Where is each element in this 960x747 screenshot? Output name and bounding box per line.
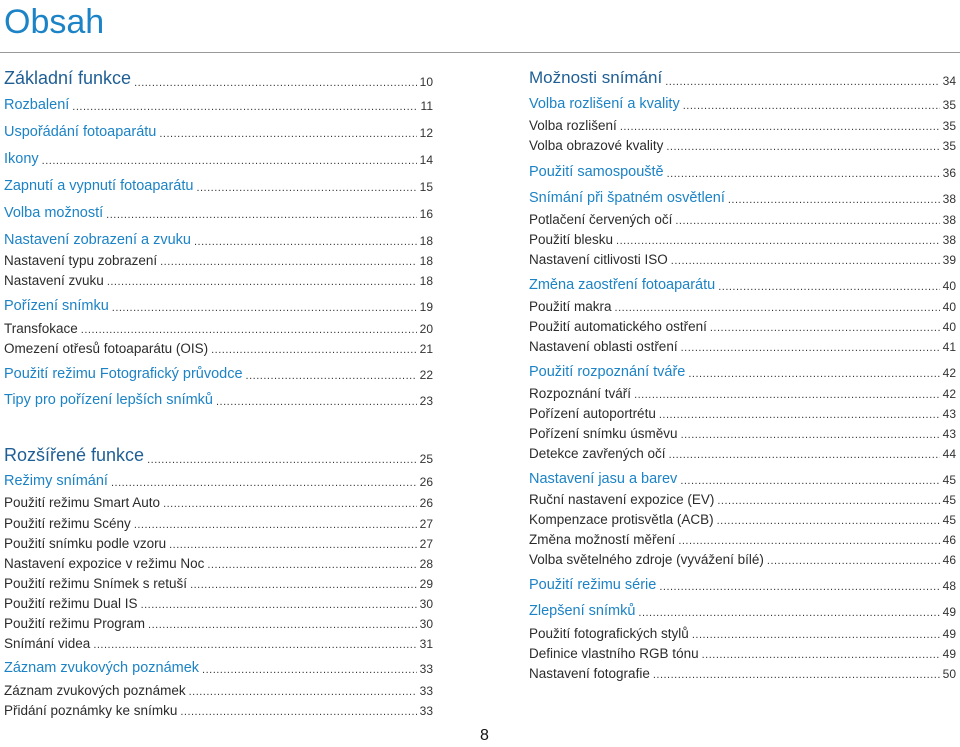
toc-entry[interactable] bbox=[4, 232, 433, 248]
toc-entry[interactable] bbox=[529, 164, 956, 180]
toc-entry[interactable] bbox=[4, 702, 433, 718]
toc-entry-label: Nastavení zobrazení a zvuku bbox=[4, 232, 191, 248]
toc-entry[interactable] bbox=[529, 298, 956, 314]
dot-leader bbox=[211, 340, 417, 356]
dot-leader bbox=[196, 178, 416, 194]
dot-leader bbox=[665, 72, 939, 88]
toc-entry-page-number: 40 bbox=[942, 300, 956, 314]
toc-entry-page-number: 49 bbox=[942, 605, 956, 619]
dot-leader bbox=[42, 151, 417, 167]
toc-entry-page-number: 14 bbox=[419, 153, 433, 167]
toc-entry[interactable] bbox=[529, 385, 956, 401]
dot-leader bbox=[163, 494, 417, 510]
toc-entry-label: Pořízení snímku bbox=[4, 298, 109, 314]
toc-entry[interactable] bbox=[529, 364, 956, 380]
toc-entry-label: Kompenzace protisvětla (ACB) bbox=[529, 512, 714, 527]
toc-entry[interactable] bbox=[4, 473, 433, 489]
toc-entry-label: Použití automatického ostření bbox=[529, 319, 707, 334]
toc-entry-label: Pořízení autoportrétu bbox=[529, 406, 656, 421]
dot-leader bbox=[710, 318, 940, 334]
toc-entry-label: Použití režimu Snímek s retuší bbox=[4, 576, 188, 591]
dot-leader bbox=[141, 595, 417, 611]
dot-leader bbox=[634, 385, 940, 401]
toc-entry-page-number: 40 bbox=[942, 320, 956, 334]
toc-entry-page-number: 18 bbox=[419, 274, 433, 288]
toc-entry-page-number: 45 bbox=[942, 473, 956, 487]
dot-leader bbox=[112, 298, 417, 314]
toc-entry-page-number: 26 bbox=[419, 496, 433, 510]
dot-leader bbox=[111, 473, 417, 489]
dot-leader bbox=[653, 665, 940, 681]
toc-entry-page-number: 45 bbox=[942, 513, 956, 527]
toc-entry[interactable] bbox=[4, 660, 433, 676]
toc-entry[interactable] bbox=[529, 405, 956, 421]
dot-leader bbox=[134, 73, 417, 89]
toc-entry-label: Použití fotografických stylů bbox=[529, 626, 689, 641]
toc-entry-page-number: 19 bbox=[419, 300, 433, 314]
toc-entry[interactable] bbox=[4, 392, 433, 408]
toc-entry-page-number: 43 bbox=[942, 427, 956, 441]
dot-leader bbox=[148, 615, 417, 631]
toc-entry[interactable] bbox=[529, 318, 956, 334]
dot-leader bbox=[189, 682, 417, 698]
dot-leader bbox=[180, 702, 416, 718]
toc-entry[interactable] bbox=[529, 603, 956, 619]
toc-entry-page-number: 44 bbox=[942, 447, 956, 461]
dot-leader bbox=[717, 511, 940, 527]
dot-leader bbox=[202, 660, 417, 676]
toc-entry[interactable] bbox=[4, 151, 433, 167]
dot-leader bbox=[667, 164, 940, 180]
toc-entry-label: Použití blesku bbox=[529, 232, 614, 247]
toc-entry-page-number: 34 bbox=[942, 74, 956, 88]
toc-entry[interactable] bbox=[529, 190, 956, 206]
toc-entry-page-number: 15 bbox=[419, 180, 433, 194]
toc-entry-label: Nastavení fotografie bbox=[529, 666, 650, 681]
toc-entry-label: Použití režimu Dual IS bbox=[4, 596, 138, 611]
dot-leader bbox=[246, 366, 417, 382]
dot-leader bbox=[81, 320, 417, 336]
toc-entry-label: Omezení otřesů fotoaparátu (OIS) bbox=[4, 341, 209, 356]
toc-entry[interactable] bbox=[529, 511, 956, 527]
toc-entry[interactable] bbox=[529, 96, 956, 112]
toc-entry[interactable] bbox=[4, 68, 433, 89]
toc-entry-label: Transfokace bbox=[4, 321, 78, 336]
toc-entry-label: Volba možností bbox=[4, 205, 104, 221]
toc-entry[interactable] bbox=[4, 178, 433, 194]
toc-entry[interactable] bbox=[4, 320, 433, 336]
toc-entry-label: Nastavení zvuku bbox=[4, 273, 104, 288]
dot-leader bbox=[616, 231, 940, 247]
toc-entry-label: Záznam zvukových poznámek bbox=[4, 683, 186, 698]
toc-entry-label: Použití režimu Scény bbox=[4, 516, 131, 531]
toc-entry-page-number: 42 bbox=[942, 366, 956, 380]
toc-entry[interactable] bbox=[529, 445, 956, 461]
toc-entry-label: Nastavení expozice v režimu Noc bbox=[4, 556, 205, 571]
toc-entry-label: Možnosti snímání bbox=[529, 68, 663, 87]
toc-entry-page-number: 27 bbox=[419, 537, 433, 551]
toc-entry-page-number: 39 bbox=[942, 253, 956, 267]
toc-entry[interactable] bbox=[529, 645, 956, 661]
dot-leader bbox=[147, 450, 417, 466]
toc-entry-page-number: 38 bbox=[942, 192, 956, 206]
toc-entry-page-number: 48 bbox=[942, 579, 956, 593]
dot-leader bbox=[718, 277, 939, 293]
toc-entry-page-number: 35 bbox=[942, 98, 956, 112]
toc-entry-label: Použití snímku podle vzoru bbox=[4, 536, 167, 551]
dot-leader bbox=[680, 471, 939, 487]
toc-entry-label: Ikony bbox=[4, 151, 39, 167]
toc-entry-label: Snímání videa bbox=[4, 636, 91, 651]
toc-entry[interactable] bbox=[4, 97, 433, 113]
dot-leader bbox=[692, 625, 940, 641]
dot-leader bbox=[638, 603, 939, 619]
toc-entry-page-number: 50 bbox=[942, 667, 956, 681]
dot-leader bbox=[194, 232, 417, 248]
toc-entry-label: Rozpoznání tváří bbox=[529, 386, 632, 401]
toc-entry-label: Ruční nastavení expozice (EV) bbox=[529, 492, 715, 507]
toc-entry[interactable] bbox=[529, 68, 956, 88]
toc-entry[interactable] bbox=[4, 555, 433, 571]
toc-entry-page-number: 43 bbox=[942, 407, 956, 421]
toc-entry-label: Nastavení citlivosti ISO bbox=[529, 252, 668, 267]
toc-entry-label: Změna zaostření fotoaparátu bbox=[529, 277, 716, 293]
toc-entry-page-number: 38 bbox=[942, 213, 956, 227]
toc-entry-label: Tipy pro pořízení lepších snímků bbox=[4, 392, 213, 408]
toc-entry-page-number: 49 bbox=[942, 627, 956, 641]
toc-entry[interactable] bbox=[529, 338, 956, 354]
toc-entry-page-number: 16 bbox=[419, 207, 433, 221]
toc-entry[interactable] bbox=[4, 205, 433, 221]
toc-entry-page-number: 25 bbox=[419, 452, 433, 466]
toc-entry-label: Zlepšení snímků bbox=[529, 603, 636, 619]
dot-leader bbox=[688, 364, 939, 380]
toc-entry-label: Uspořádání fotoaparátu bbox=[4, 124, 157, 140]
toc-entry[interactable] bbox=[529, 625, 956, 641]
toc-entry-label: Změna možností měření bbox=[529, 532, 676, 547]
dot-leader bbox=[678, 531, 939, 547]
toc-entry-label: Pořízení snímku úsměvu bbox=[529, 426, 678, 441]
toc-entry-page-number: 35 bbox=[942, 119, 956, 133]
toc-entry-page-number: 18 bbox=[419, 254, 433, 268]
toc-entry-label: Základní funkce bbox=[4, 68, 132, 88]
toc-entry-page-number: 40 bbox=[942, 279, 956, 293]
title-divider bbox=[0, 52, 960, 53]
toc-entry-page-number: 27 bbox=[419, 517, 433, 531]
toc-entry-label: Režimy snímání bbox=[4, 473, 108, 489]
toc-entry-label: Použití režimu Program bbox=[4, 616, 146, 631]
dot-leader bbox=[767, 551, 940, 567]
dot-leader bbox=[683, 96, 940, 112]
toc-entry-page-number: 33 bbox=[419, 662, 433, 676]
dot-leader bbox=[659, 405, 940, 421]
toc-entry-page-number: 49 bbox=[942, 647, 956, 661]
dot-leader bbox=[671, 251, 940, 267]
page-number: 8 bbox=[480, 727, 489, 744]
dot-leader bbox=[216, 392, 417, 408]
toc-entry[interactable] bbox=[4, 366, 433, 382]
toc-entry[interactable] bbox=[4, 272, 433, 288]
toc-entry-label: Volba rozlišení a kvality bbox=[529, 96, 680, 112]
toc-entry-label: Detekce zavřených očí bbox=[529, 446, 666, 461]
dot-leader bbox=[717, 491, 939, 507]
dot-leader bbox=[72, 97, 417, 113]
toc-entry-page-number: 28 bbox=[419, 557, 433, 571]
toc-entry-page-number: 22 bbox=[419, 368, 433, 382]
toc-entry-page-number: 33 bbox=[419, 704, 433, 718]
dot-leader bbox=[93, 635, 416, 651]
toc-entry-page-number: 23 bbox=[419, 394, 433, 408]
toc-entry-label: Definice vlastního RGB tónu bbox=[529, 646, 699, 661]
toc-entry-label: Volba rozlišení bbox=[529, 118, 617, 133]
toc-entry-page-number: 29 bbox=[419, 577, 433, 591]
toc-entry-page-number: 46 bbox=[942, 553, 956, 567]
toc-entry[interactable] bbox=[529, 425, 956, 441]
toc-entry-label: Přidání poznámky ke snímku bbox=[4, 703, 178, 718]
dot-leader bbox=[615, 298, 940, 314]
toc-entry[interactable] bbox=[4, 575, 433, 591]
toc-entry-label: Zapnutí a vypnutí fotoaparátu bbox=[4, 178, 194, 194]
dot-leader bbox=[702, 645, 940, 661]
toc-entry[interactable] bbox=[529, 231, 956, 247]
dot-leader bbox=[107, 272, 417, 288]
toc-entry-page-number: 26 bbox=[419, 475, 433, 489]
toc-entry[interactable] bbox=[529, 665, 956, 681]
dot-leader bbox=[666, 137, 939, 153]
toc-entry[interactable] bbox=[529, 551, 956, 567]
toc-entry-label: Volba světelného zdroje (vyvážení bílé) bbox=[529, 552, 764, 567]
toc-entry[interactable] bbox=[529, 277, 956, 293]
toc-entry-page-number: 41 bbox=[942, 340, 956, 354]
dot-leader bbox=[207, 555, 416, 571]
toc-entry-label: Rozbalení bbox=[4, 97, 70, 113]
toc-entry-page-number: 38 bbox=[942, 233, 956, 247]
toc-entry[interactable] bbox=[4, 682, 433, 698]
toc-entry-page-number: 35 bbox=[942, 139, 956, 153]
toc-entry-page-number: 31 bbox=[419, 637, 433, 651]
dot-leader bbox=[169, 535, 417, 551]
toc-entry-label: Použití režimu Smart Auto bbox=[4, 495, 161, 510]
toc-entry[interactable] bbox=[529, 137, 956, 153]
toc-entry-label: Použití režimu Fotografický průvodce bbox=[4, 366, 243, 382]
toc-entry[interactable] bbox=[4, 515, 433, 531]
dot-leader bbox=[675, 211, 939, 227]
toc-entry[interactable] bbox=[529, 491, 956, 507]
toc-entry[interactable] bbox=[529, 117, 956, 133]
dot-leader bbox=[190, 575, 417, 591]
toc-entry-label: Nastavení oblasti ostření bbox=[529, 339, 678, 354]
toc-entry-label: Volba obrazové kvality bbox=[529, 138, 664, 153]
dot-leader bbox=[728, 190, 940, 206]
dot-leader bbox=[681, 338, 940, 354]
toc-entry[interactable] bbox=[529, 577, 956, 593]
toc-entry-label: Použití rozpoznání tváře bbox=[529, 364, 686, 380]
toc-entry[interactable] bbox=[529, 531, 956, 547]
toc-entry[interactable] bbox=[4, 445, 433, 466]
toc-entry-page-number: 10 bbox=[419, 75, 433, 89]
toc-entry-label: Rozšířené funkce bbox=[4, 445, 145, 465]
dot-leader bbox=[681, 425, 940, 441]
toc-entry[interactable] bbox=[4, 340, 433, 356]
toc-entry-page-number: 45 bbox=[942, 493, 956, 507]
toc-entry-page-number: 11 bbox=[420, 99, 433, 113]
toc-entry-page-number: 20 bbox=[419, 322, 433, 336]
toc-entry[interactable] bbox=[4, 252, 433, 268]
dot-leader bbox=[159, 124, 416, 140]
toc-entry[interactable] bbox=[4, 124, 433, 140]
toc-entry-page-number: 42 bbox=[942, 387, 956, 401]
dot-leader bbox=[106, 205, 416, 221]
dot-leader bbox=[160, 252, 417, 268]
toc-entry-label: Nastavení typu zobrazení bbox=[4, 253, 158, 268]
dot-leader bbox=[134, 515, 417, 531]
toc-entry-label: Záznam zvukových poznámek bbox=[4, 660, 200, 676]
toc-entry-page-number: 18 bbox=[419, 234, 433, 248]
page-title: Obsah bbox=[4, 3, 105, 41]
toc-entry[interactable] bbox=[4, 635, 433, 651]
toc-entry[interactable] bbox=[529, 471, 956, 487]
dot-leader bbox=[659, 577, 939, 593]
toc-entry[interactable] bbox=[4, 535, 433, 551]
toc-entry-page-number: 30 bbox=[419, 617, 433, 631]
toc-entry-label: Použití makra bbox=[529, 299, 612, 314]
toc-entry-page-number: 30 bbox=[419, 597, 433, 611]
toc-entry-label: Potlačení červených očí bbox=[529, 212, 673, 227]
toc-entry[interactable] bbox=[4, 595, 433, 611]
dot-leader bbox=[620, 117, 940, 133]
toc-entry-label: Nastavení jasu a barev bbox=[529, 471, 678, 487]
toc-entry-label: Snímání při špatném osvětlení bbox=[529, 190, 725, 206]
toc-entry-page-number: 36 bbox=[942, 166, 956, 180]
toc-entry-label: Použití režimu série bbox=[529, 577, 657, 593]
toc-entry-page-number: 33 bbox=[419, 684, 433, 698]
toc-entry[interactable] bbox=[529, 211, 956, 227]
toc-entry[interactable] bbox=[4, 494, 433, 510]
toc-entry[interactable] bbox=[4, 615, 433, 631]
toc-entry-page-number: 21 bbox=[419, 342, 433, 356]
toc-entry[interactable] bbox=[529, 251, 956, 267]
dot-leader bbox=[669, 445, 940, 461]
toc-entry-page-number: 12 bbox=[419, 126, 433, 140]
toc-entry-page-number: 46 bbox=[942, 533, 956, 547]
toc-entry[interactable] bbox=[4, 298, 433, 314]
toc-entry-label: Použití samospouště bbox=[529, 164, 664, 180]
